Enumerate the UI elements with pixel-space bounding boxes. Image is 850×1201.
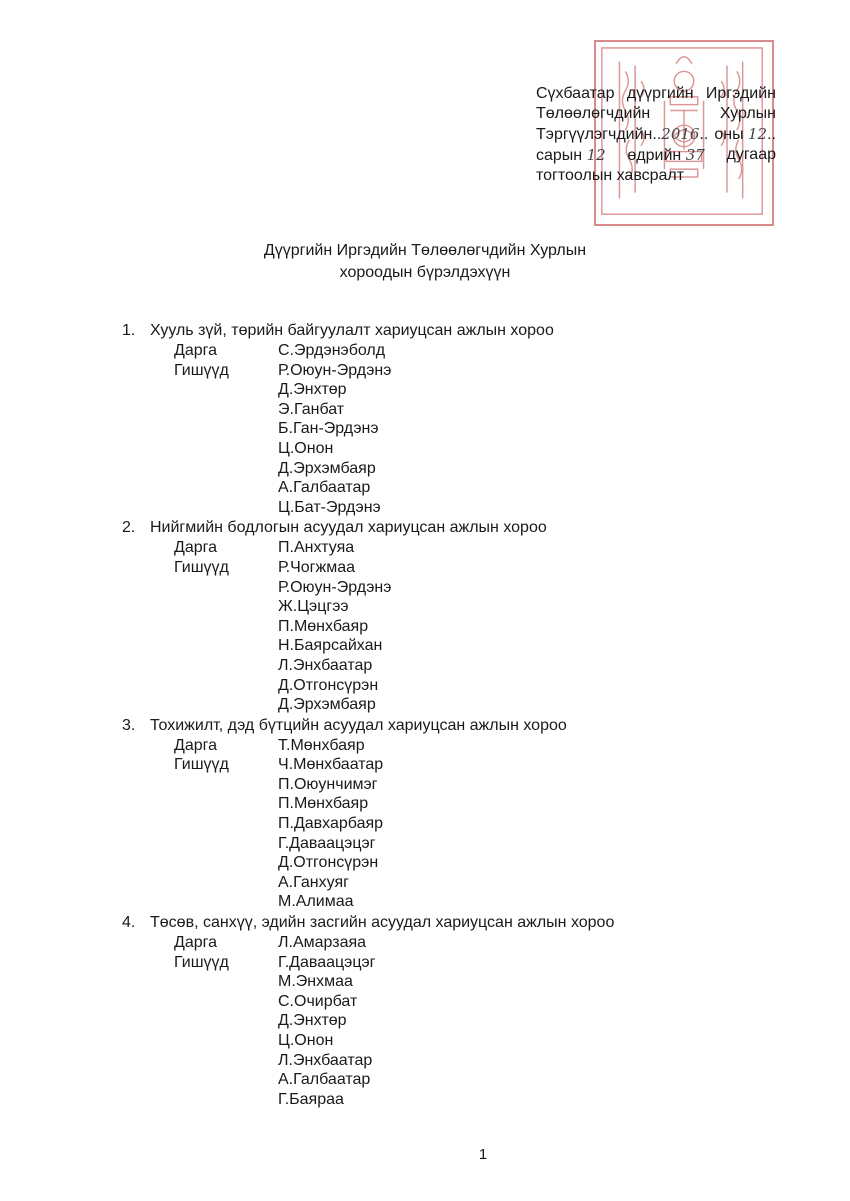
member-row [122,834,742,854]
chair-row [122,736,742,756]
header-word: сарын [536,147,583,164]
committee-name: Тохижилт, дэд бүтцийн асуудал хариуцсан ажлын хороо [150,716,567,734]
member-row [122,972,742,992]
member-name: Л.Энхбаатар [278,656,373,674]
member-name: М.Алимаа [278,893,354,911]
member-row [122,656,742,676]
member-row [122,794,742,814]
member-row [122,478,742,498]
header-word: Хурлын [719,105,776,122]
committee-block [122,912,742,1109]
header-word: өдрийн [627,147,682,164]
committee-number: 1. [122,322,136,339]
member-name: Л.Энхбаатар [278,1051,373,1069]
committee-heading [122,912,742,933]
member-row [122,676,742,696]
member-name: Р.Оюун-Эрдэнэ [278,578,392,596]
handwritten-day: 12 [586,146,606,164]
role-label-members: Гишүүд [174,558,229,576]
member-row [122,953,742,973]
committee-heading [122,320,742,341]
header-word: оны [714,126,744,143]
committees-list [122,320,742,1109]
member-row [122,380,742,400]
member-row [122,1051,742,1071]
member-name: Д.Эрхэмбаяр [278,696,376,714]
role-label-members: Гишүүд [174,756,229,774]
member-name: Д.Отгонсүрэн [278,854,379,872]
chair-name: Л.Амарзаяа [278,934,367,952]
committee-name: Төсөв, санхүү, эдийн засгийн асуудал хариуцсан ажлын хороо [150,914,615,932]
member-row [122,617,742,637]
committee-number: 4. [122,914,136,932]
member-name: Д.Отгонсүрэн [278,676,379,694]
committee-number: 2. [122,519,136,537]
member-name: Д.Энхтөр [278,381,347,399]
handwritten-month: 12 [748,125,768,143]
member-name: С.Очирбат [278,992,358,1010]
header-word: Сүхбаатар [536,85,615,102]
title-line-2: хороодын бүрэлдэхүүн [339,264,511,281]
member-row [122,1090,742,1110]
member-name: Б.Ган-Эрдэнэ [278,420,379,438]
handwritten-number: 37 [685,146,705,164]
member-name: Ц.Онон [278,439,334,457]
member-name: А.Галбаатар [278,1071,371,1089]
member-row [122,597,742,617]
chair-row [122,341,742,361]
member-name: Д.Эрхэмбаяр [278,459,376,477]
member-name: Ц.Бат-Эрдэнэ [278,498,381,516]
member-row [122,400,742,420]
member-name: П.Давхарбаяр [278,815,384,833]
member-row [122,992,742,1012]
member-row [122,498,742,518]
member-row [122,892,742,912]
role-label-chair: Дарга [174,342,218,359]
member-row [122,814,742,834]
chair-row [122,538,742,558]
committee-heading [122,517,742,538]
committee-block [122,517,742,714]
member-name: Ц.Онон [278,1032,334,1049]
member-name: Ч.Мөнхбаатар [278,756,384,774]
chair-name: П.Анхтуяа [278,539,355,557]
committee-name: Хууль зүй, төрийн байгуулалт хариуцсан ажлын хороо [150,322,554,339]
member-name: П.Мөнхбаяр [278,617,369,635]
member-row [122,775,742,795]
header-line-2 [536,104,776,124]
title-line-1: Дүүргийн Иргэдийн Төлөөлөгчдийн Хурлын [263,242,587,259]
role-label-members: Гишүүд [174,953,229,971]
chair-row [122,933,742,953]
header-word: Иргэдийн [705,85,776,102]
member-row [122,1031,742,1051]
header-line-5: тогтоолын хавсралт [536,167,685,184]
member-row [122,1011,742,1031]
member-name: Ж.Цэцгээ [278,598,349,616]
role-label-chair: Дарга [174,539,218,557]
member-name: Н.Баярсайхан [278,637,383,655]
chair-name: Т.Мөнхбаяр [278,736,365,754]
member-name: А.Ганхуяг [278,873,349,891]
member-name: Г.Даваацэцэг [278,834,376,852]
header-word: дүүргийн [626,85,694,102]
member-name: Д.Энхтөр [278,1012,347,1030]
member-name: П.Мөнхбаяр [278,795,369,813]
member-row [122,873,742,893]
member-row [122,459,742,479]
member-row [122,853,742,873]
committee-number: 3. [122,716,136,734]
chair-name: С.Эрдэнэболд [278,342,386,359]
member-name: Г.Даваацэцэг [278,953,376,971]
role-label-chair: Дарга [174,736,218,754]
header-line-4 [536,145,776,166]
page-number: 1 [478,1146,488,1163]
member-row [122,361,742,381]
document-title [0,240,850,284]
member-row [122,419,742,439]
header-block [536,84,776,186]
member-name: Г.Баяраа [278,1090,344,1108]
member-name: А.Галбаатар [278,479,371,497]
header-word: Тэргүүлэгчдийн [536,126,653,143]
member-name: П.Оюунчимэг [278,775,378,793]
header-word: дугаар [726,146,776,163]
member-row [122,439,742,459]
header-line-1 [536,84,776,104]
member-row [122,558,742,578]
committee-block [122,715,742,912]
member-row [122,578,742,598]
committee-block [122,320,742,517]
handwritten-year: 2016 [661,125,700,143]
header-line-3: Тэргүүлэгчдийн..2016.. оны 12.. [536,125,776,143]
committee-heading [122,715,742,736]
member-name: Р.Оюун-Эрдэнэ [278,361,392,379]
member-row [122,636,742,656]
role-label-members: Гишүүд [174,361,229,379]
member-row [122,1070,742,1090]
role-label-chair: Дарга [174,934,218,952]
member-name: М.Энхмаа [278,973,353,991]
member-name: Э.Ганбат [278,400,345,418]
member-name: Р.Чогжмаа [278,558,355,576]
committee-name: Нийгмийн бодлогын асуудал хариуцсан ажлын хороо [150,519,547,537]
member-row [122,695,742,715]
member-row [122,755,742,775]
header-word: Төлөөлөгчдийн [536,105,651,122]
